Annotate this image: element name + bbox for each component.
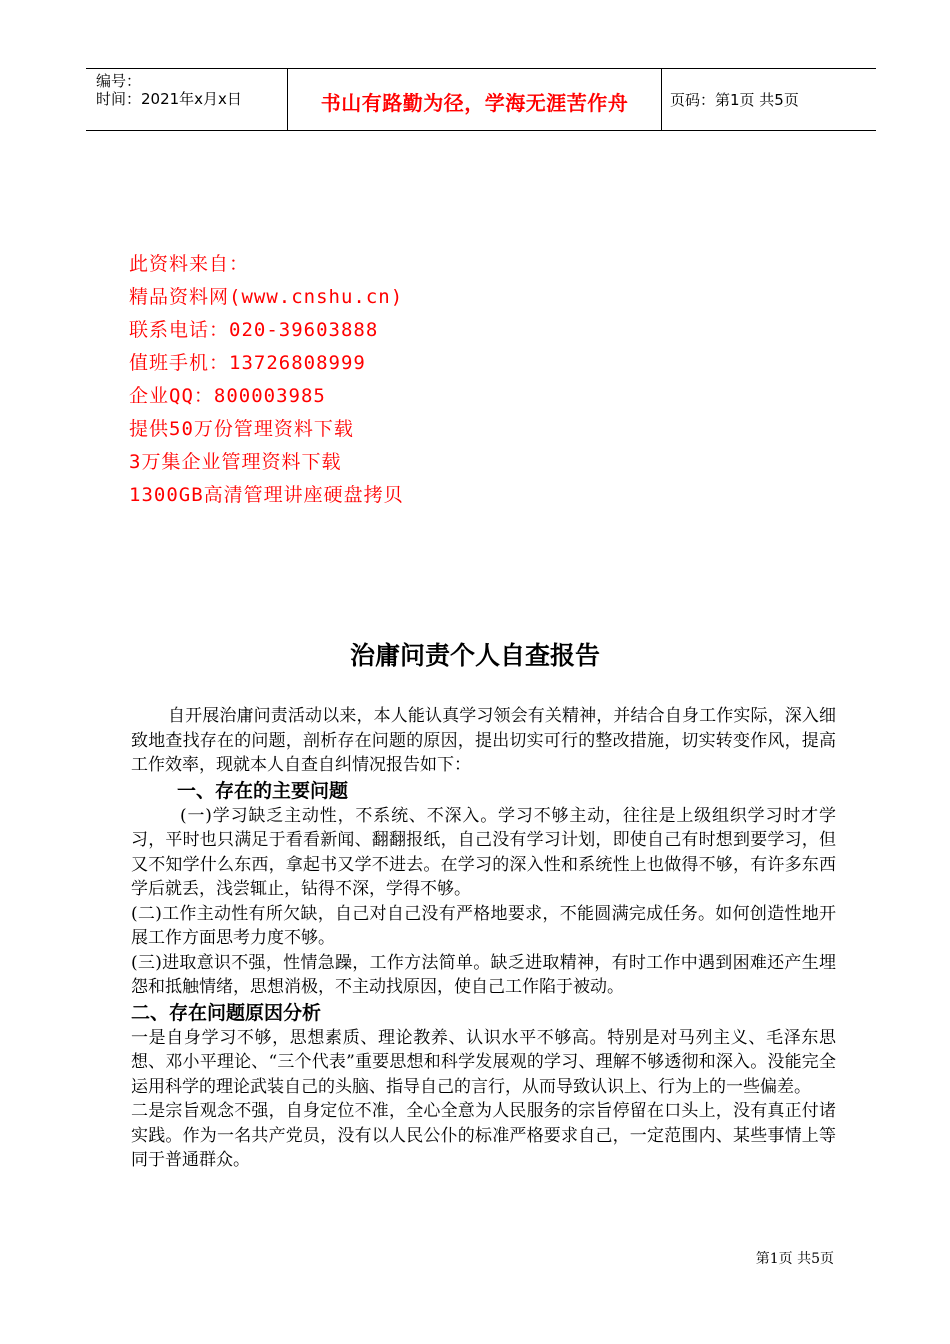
header-table — [86, 68, 876, 131]
header-page-info: 页码：第1页 共5页 — [670, 91, 799, 109]
body-paragraph: (二)工作主动性有所欠缺，自己对自己没有严格地要求，不能圆满完成任务。如何创造性地开展工作方面思考力度不够。 — [131, 903, 836, 948]
body-paragraph: 一是自身学习不够，思想素质、理论教养、认识水平不够高。特别是对马列主义、毛泽东思想、邓小平理论、“三个代表”重要思想和科学发展观的学习、理解不够透彻和深入。没能完全运用科学的理论武装自己的头脑、指导自己的言行，从而导致认识上、行为上的一些偏差。 — [131, 1027, 836, 1097]
document-body — [131, 704, 836, 1173]
section-heading: 二、存在问题原因分析 — [131, 1001, 322, 1024]
ad-line: 企业QQ：800003985 — [129, 385, 326, 407]
body-paragraph: 二是宗旨观念不强，自身定位不准，全心全意为人民服务的宗旨停留在口头上，没有真正付诸实践。作为一名共产党员，没有以人民公仆的标准严格要求自己，一定范围内、某些事情上等同于普通群众。 — [131, 1101, 836, 1170]
ad-line: 联系电话：020-39603888 — [129, 319, 379, 341]
ad-line: 提供50万份管理资料下载 — [129, 418, 354, 440]
header-meta-cell — [86, 69, 287, 130]
ad-line: 3万集企业管理资料下载 — [129, 451, 342, 473]
document-title: 治庸问责个人自查报告 — [349, 641, 600, 670]
ad-line: 此资料来自： — [129, 253, 250, 275]
source-ad-block — [129, 248, 404, 512]
time-label: 时间：2021年x月x日 — [96, 90, 242, 108]
header-motto: 书山有路勤为径，学海无涯苦作舟 — [320, 91, 629, 115]
ad-line: 精品资料网(www.cnshu.cn) — [129, 286, 404, 308]
body-paragraph: (三)进取意识不强，性情急躁，工作方法简单。缺乏进取精神，有时工作中遇到困难还产生埋怨和抵触情绪，思想消极，不主动找原因，使自己工作陷于被动。 — [131, 952, 836, 997]
header-page-cell — [661, 69, 876, 130]
ad-line: 1300GB高清管理讲座硬盘拷贝 — [129, 484, 404, 506]
ad-line: 值班手机：13726808999 — [129, 352, 366, 374]
header-motto-cell — [287, 69, 662, 130]
page-footer: 第1页 共5页 — [755, 1251, 834, 1267]
section-heading: 一、存在的主要问题 — [177, 779, 349, 802]
intro-paragraph: 自开展治庸问责活动以来，本人能认真学习领会有关精神，并结合自身工作实际，深入细致地查找存在的问题，剖析存在问题的原因，提出切实可行的整改措施，切实转变作风，提高工作效率，现就本人自查自纠情况报告如下： — [131, 706, 836, 775]
serial-label: 编号： — [96, 72, 142, 90]
body-paragraph: (一)学习缺乏主动性，不系统、不深入。学习不够主动，往往是上级组织学习时才学习，平时也只满足于看看新闻、翻翻报纸，自己没有学习计划，即使自己有时想到要学习，但又不知学什么东西，拿起书又学不进去。在学习的深入性和系统性上也做得不够，有许多东西学后就丢，浅尝辄止，钻得不深，学得不够。 — [131, 805, 836, 899]
